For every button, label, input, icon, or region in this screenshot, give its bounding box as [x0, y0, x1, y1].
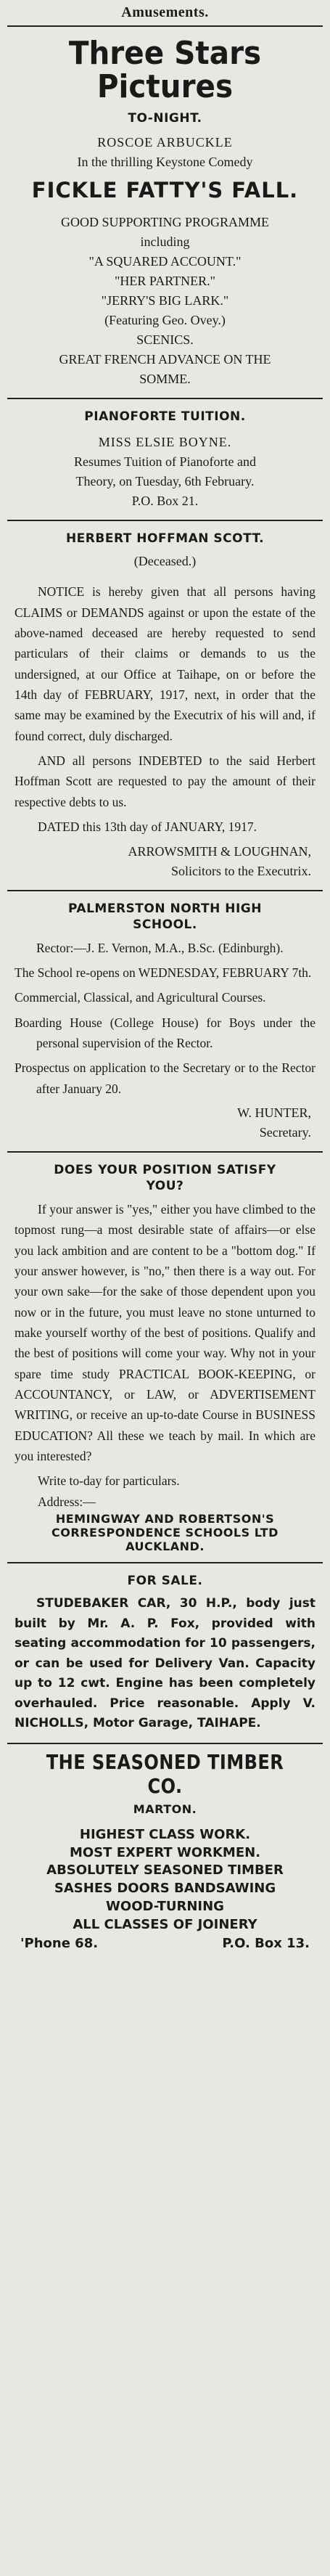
comedy-line: In the thrilling Keystone Comedy — [77, 155, 253, 170]
address-label: Address:— — [38, 1494, 96, 1509]
timber-line: MOST EXPERT WORKMEN. — [69, 1844, 261, 1860]
school-ad — [7, 891, 323, 1151]
pianoforte-heading: PIANOFORTE TUITION. — [84, 409, 246, 425]
position-heading: DOES YOUR POSITION SATISFY — [54, 1162, 276, 1177]
courses-line: Commercial, Classical, and Agricultural Courses. — [15, 990, 266, 1005]
deceased-label: (Deceased.) — [133, 554, 197, 569]
programme-item: SCENICS. — [136, 332, 194, 348]
school-heading-2: SCHOOL. — [133, 917, 197, 932]
notice-paragraph: NOTICE is hereby given that all persons having CLAIMS or DEMANDS against or upon the estate of the above-named deceased are hereby requested to send particulars of their claims or demands to us the undersigned, at our Office at Taihape, on or before the 14th day of FEBRUARY, 1917, next, in order that the same may be examined by the Executrix of his will and, if found correct, duly discharged. — [15, 584, 315, 743]
reopens-line: The School re-opens on WEDNESDAY, FEBRUARY 7th. — [15, 965, 312, 980]
three-stars-title: Three Stars Pictures — [68, 35, 262, 106]
boarding-line: Boarding House (College House) for Boys under the personal supervision of the Rector. — [15, 1015, 315, 1050]
prospectus-line: Prospectus on application to the Secretary or to the Rector after January 20. — [15, 1060, 315, 1096]
programme-item: (Featuring Geo. Ovey.) — [104, 313, 226, 328]
position-paragraph: If your answer is "yes," either you have climbed to the topmost rung—a most desirable state of affairs—or else you lack ambition and are content to be a "bottom dog." If your answer however, is "no," then there is a way out. For your own sake—for the sake of those dependent upon you now or in the future, you must leave no stone unturned to make yourself worthy of the best of positions. Qualify and the best of positions will come your way. Why not in your spare time study PRACTICAL BOOK-KEEPING, or ACCOUNTANCY, or LAW, or ADVERTISEMENT WRITING, or receive an up-to-date Course in BUSINESS EDUCATION? All these we teach by mail. In which are you interested? — [15, 1201, 315, 1464]
secretary-name: W. HUNTER, — [237, 1105, 311, 1120]
timber-line: WOOD-TURNING — [106, 1899, 224, 1915]
dated-line: DATED this 13th day of JANUARY, 1917. — [38, 819, 257, 835]
for-sale-heading: FOR SALE. — [127, 1574, 203, 1589]
teacher-name: MISS ELSIE BOYNE. — [98, 435, 232, 450]
po-box: P.O. Box 21. — [131, 494, 199, 509]
timber-contact — [15, 1934, 315, 1951]
three-stars-ad — [7, 27, 323, 398]
timber-ad — [7, 1744, 323, 1960]
programme-item: "A SQUARED ACCOUNT." — [88, 254, 242, 269]
for-sale-body: STUDEBAKER CAR, 30 H.P., body just built by Mr. A. P. Fox, provided with seating accommodation for 10 passengers, or can be used for Delivery Van. Capacity up to 12 cwt. Engine has been completely overhauled. Price reasonable. Apply V. NICHOLLS, Motor Garage, TAIHAPE. — [15, 1596, 315, 1731]
star-name: ROSCOE ARBUCKLE — [97, 135, 233, 150]
company-name-2: CORRESPONDENCE SCHOOLS LTD — [51, 1526, 279, 1540]
school-heading: PALMERSTON NORTH HIGH — [68, 901, 262, 916]
pianoforte-ad — [7, 399, 323, 520]
newspaper-column — [7, 0, 323, 1960]
programme-item: "HER PARTNER." — [115, 274, 215, 289]
timber-line: ALL CLASSES OF JOINERY — [73, 1916, 257, 1932]
company-name: HEMINGWAY AND ROBERTSON'S — [55, 1512, 275, 1526]
programme-item: "JERRY'S BIG LARK." — [101, 293, 229, 308]
secretary-role: Secretary. — [259, 1124, 311, 1140]
rector-line: Rector:—J. E. Vernon, M.A., B.Sc. (Edinburgh). — [36, 940, 284, 955]
programme-item: SOMME. — [139, 372, 191, 387]
timber-town: MARTON. — [133, 1802, 197, 1816]
tuition-line: Resumes Tuition of Pianoforte and — [74, 454, 256, 470]
solicitor-firm: ARROWSMITH & LOUGHNAN, — [128, 843, 311, 859]
solicitor-role: Solicitors to the Executrix. — [171, 863, 311, 878]
for-sale-ad — [7, 1563, 323, 1743]
timber-phone: 'Phone 68. — [20, 1935, 99, 1951]
programme-item: GREAT FRENCH ADVANCE ON THE — [59, 352, 271, 367]
timber-line: HIGHEST CLASS WORK. — [79, 1826, 251, 1842]
timber-box: P.O. Box 13. — [222, 1935, 310, 1951]
feature-title: FICKLE FATTY'S FALL. — [31, 178, 299, 203]
correspondence-ad — [7, 1153, 323, 1562]
tuition-line: Theory, on Tuesday, 6th February. — [75, 474, 255, 489]
indebted-paragraph: AND all persons INDEBTED to the said Herbert Hoffman Scott are requested to pay the amount of their respective debts to us. — [15, 753, 315, 809]
timber-title: THE SEASONED TIMBER CO. — [46, 1749, 284, 1798]
write-line: Write to-day for particulars. — [38, 1473, 180, 1489]
tonight-label: TO-NIGHT. — [128, 111, 202, 126]
position-heading-2: YOU? — [146, 1178, 184, 1193]
estate-notice — [7, 521, 323, 889]
timber-line: SASHES DOORS BANDSAWING — [54, 1881, 276, 1897]
company-city: AUCKLAND. — [125, 1540, 205, 1554]
including-line: including — [140, 234, 190, 250]
section-header: Amusements. — [121, 4, 209, 20]
timber-line: ABSOLUTELY SEASONED TIMBER — [46, 1863, 284, 1878]
estate-heading: HERBERT HOFFMAN SCOTT. — [65, 531, 265, 547]
programme-line: GOOD SUPPORTING PROGRAMME — [61, 215, 269, 230]
